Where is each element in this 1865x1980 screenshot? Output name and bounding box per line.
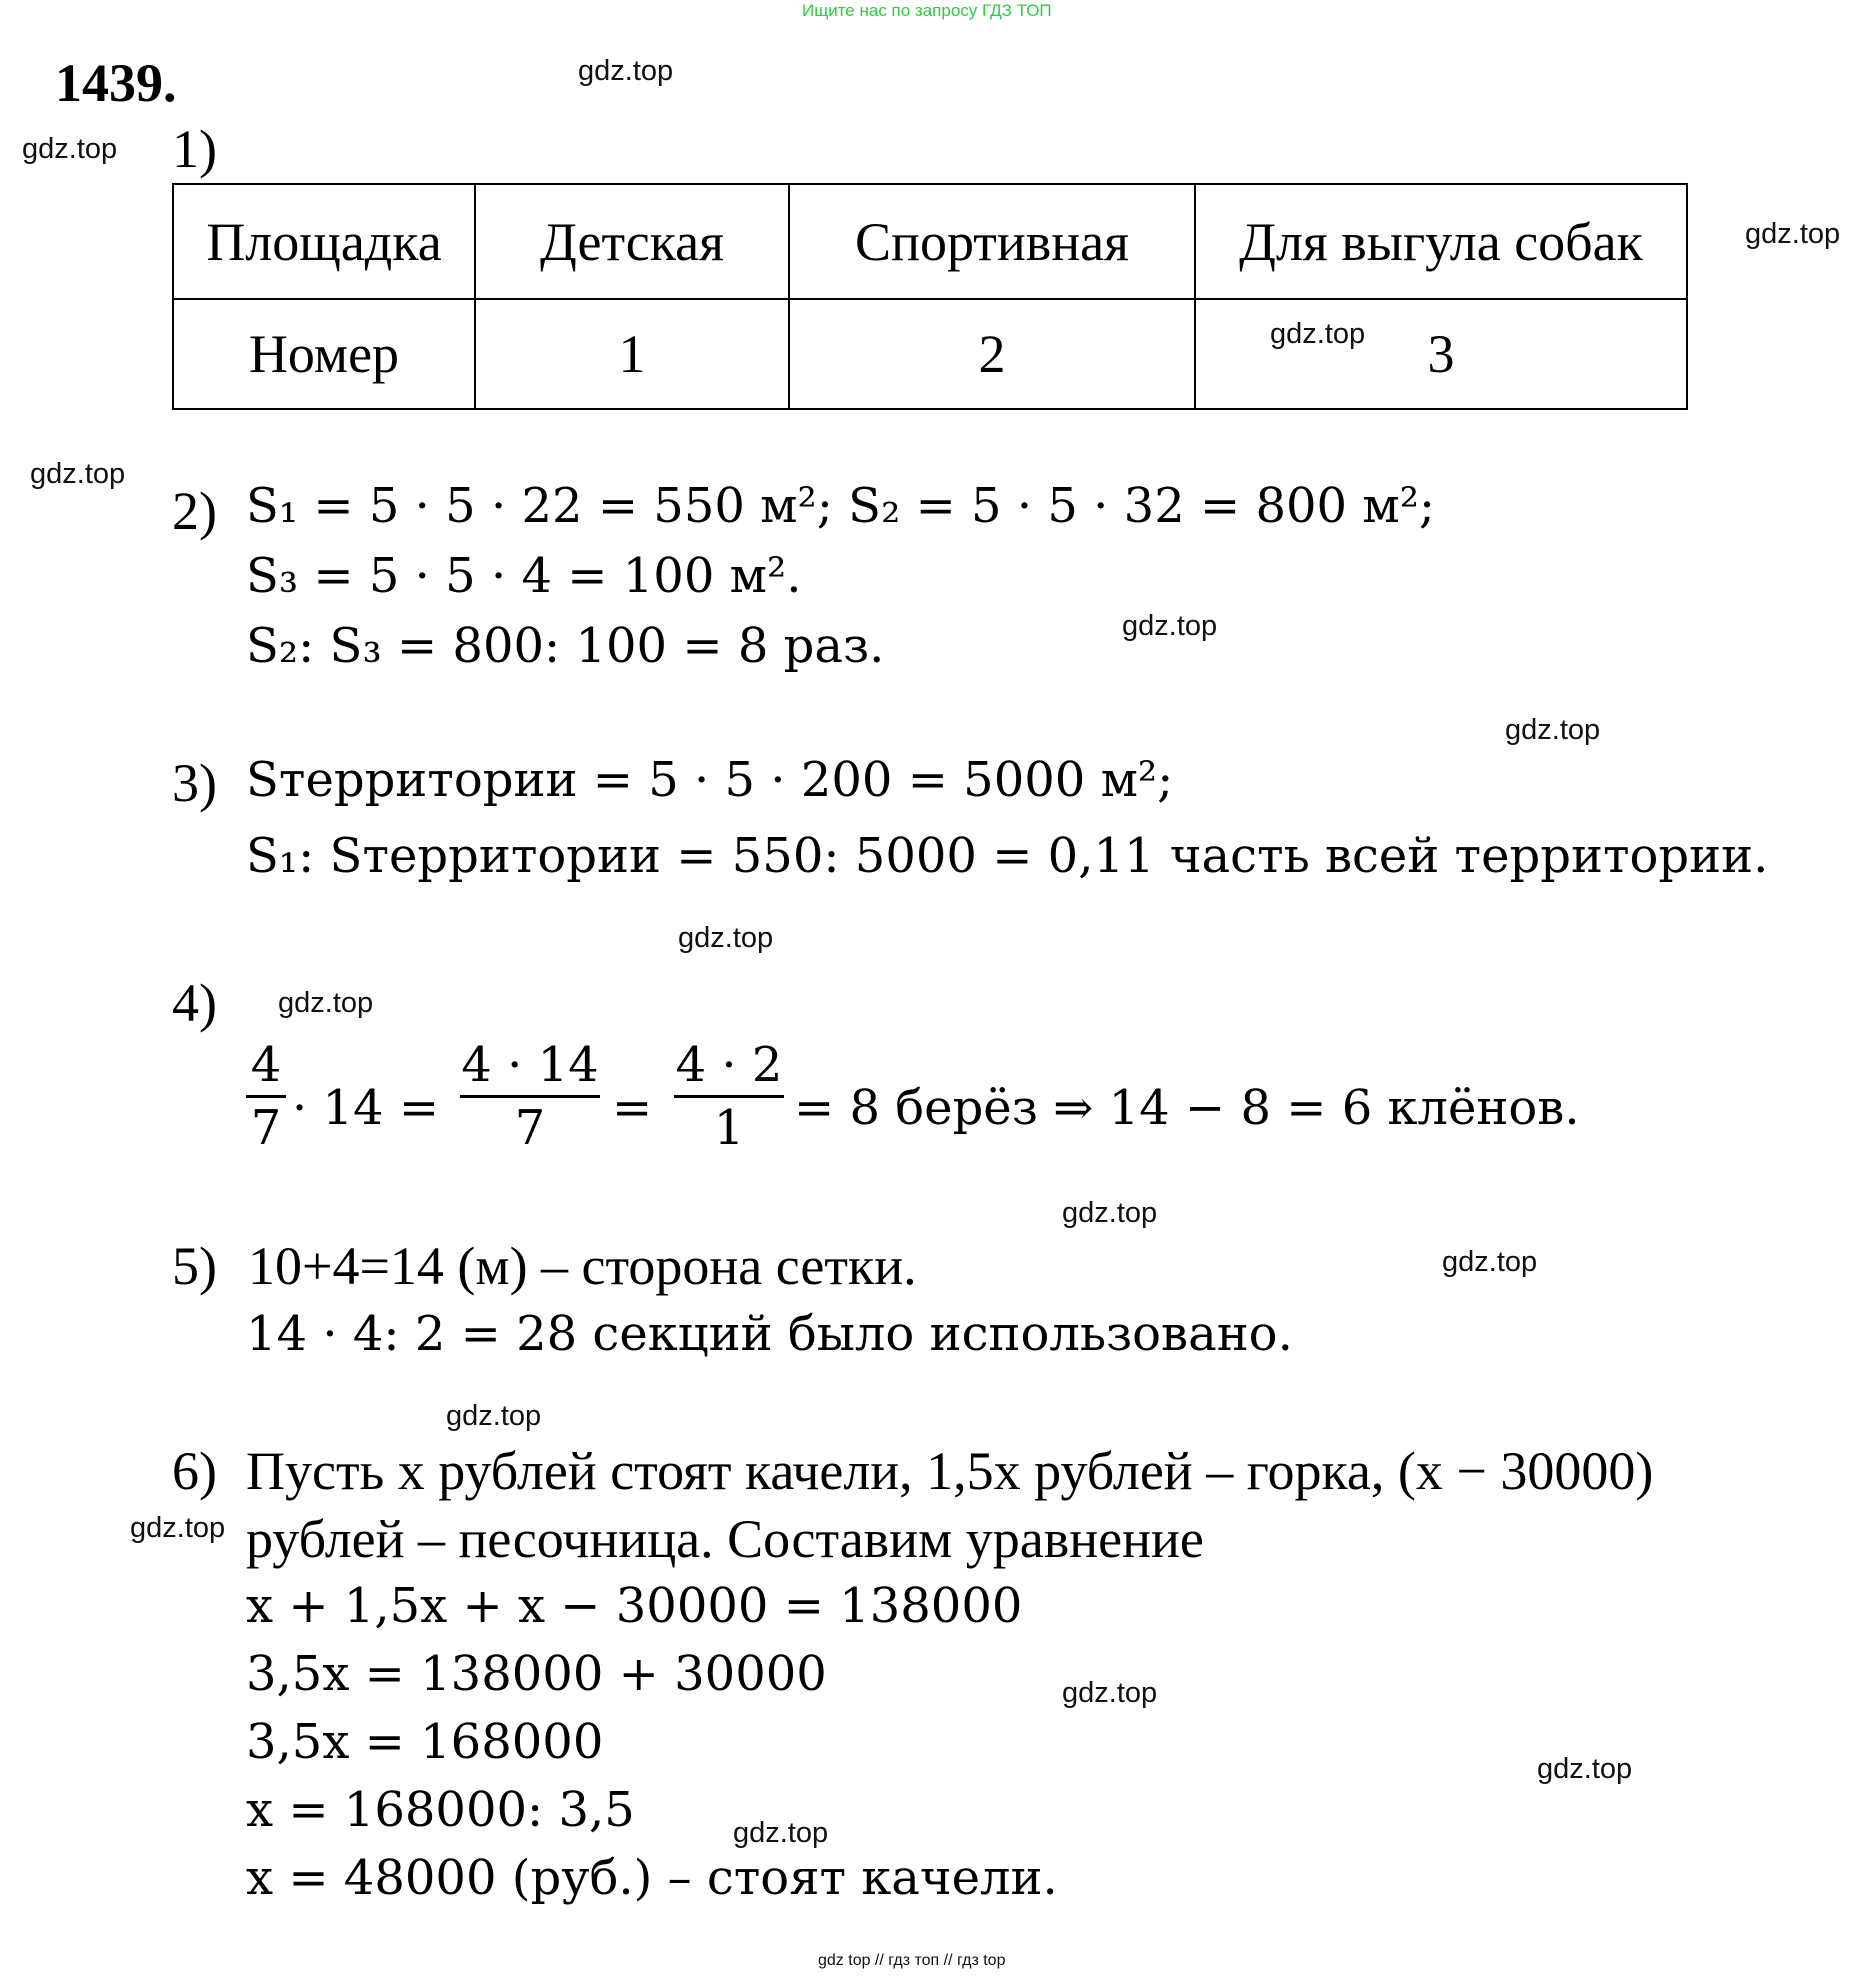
fraction-4x14-7 bbox=[460, 1037, 600, 1156]
table-cell: 2 bbox=[789, 299, 1195, 409]
fraction-numerator: 4 · 14 bbox=[461, 1037, 599, 1093]
table-cell: Детская bbox=[475, 184, 789, 299]
watermark: gdz.top bbox=[278, 987, 374, 1019]
watermark: gdz.top bbox=[1442, 1246, 1538, 1278]
table-cell: 3 bbox=[1195, 299, 1687, 409]
part-6-line-2: рублей – песочница. Составим уравнение bbox=[246, 1509, 1204, 1569]
table-cell: Площадка bbox=[173, 184, 475, 299]
part-6-line-4: 3,5x = 138000 + 30000 bbox=[246, 1646, 827, 1702]
watermark: gdz.top bbox=[733, 1817, 829, 1849]
part-2-label: 2) bbox=[172, 481, 217, 541]
fraction-4x2-1 bbox=[674, 1037, 784, 1156]
site-banner: Ищите нас по запросу ГДЗ ТОП bbox=[802, 1, 1052, 20]
table-cell: Номер bbox=[173, 299, 475, 409]
part-6-line-1: Пусть x рублей стоят качели, 1,5x рублей – горка, (x − 30000) bbox=[246, 1441, 1654, 1501]
footer-watermark: gdz top // гдз топ // гдз top bbox=[818, 1952, 1006, 1969]
part-5-label: 5) bbox=[172, 1236, 217, 1296]
times-14-text: · 14 = bbox=[292, 1080, 440, 1136]
equals-sign: = bbox=[612, 1080, 653, 1136]
fraction-denominator: 7 bbox=[514, 1100, 546, 1156]
watermark: gdz.top bbox=[1062, 1197, 1158, 1229]
part-3-line-1: Sтерритории = 5 · 5 · 200 = 5000 м²; bbox=[246, 752, 1174, 808]
table-cell: Спортивная bbox=[789, 184, 1195, 299]
part-2-line-2: S₃ = 5 · 5 · 4 = 100 м². bbox=[246, 548, 802, 604]
watermark: gdz.top bbox=[30, 458, 126, 490]
watermark: gdz.top bbox=[130, 1512, 226, 1544]
fraction-numerator: 4 · 2 bbox=[675, 1037, 783, 1093]
table-row bbox=[173, 299, 1687, 409]
watermark: gdz.top bbox=[578, 55, 674, 87]
table-header-row bbox=[173, 184, 1687, 299]
watermark: gdz.top bbox=[1062, 1677, 1158, 1709]
part-3-label: 3) bbox=[172, 753, 217, 813]
problem-number: 1439. bbox=[55, 53, 177, 113]
watermark: gdz.top bbox=[1505, 714, 1601, 746]
fraction-4-7 bbox=[246, 1037, 286, 1156]
part-6-line-5: 3,5x = 168000 bbox=[246, 1714, 604, 1770]
part-3-line-2: S₁: Sтерритории = 550: 5000 = 0,11 часть всей территории. bbox=[246, 828, 1769, 884]
fraction-denominator: 7 bbox=[250, 1100, 282, 1156]
watermark: gdz.top bbox=[1270, 318, 1366, 350]
part-4-result: = 8 берёз ⇒ 14 − 8 = 6 клёнов. bbox=[794, 1080, 1580, 1136]
watermark: gdz.top bbox=[1122, 610, 1218, 642]
part-2-line-3: S₂: S₃ = 800: 100 = 8 раз. bbox=[246, 618, 885, 674]
watermark: gdz.top bbox=[1537, 1753, 1633, 1785]
part-1-label: 1) bbox=[172, 119, 217, 179]
part-4-label: 4) bbox=[172, 973, 217, 1033]
watermark: gdz.top bbox=[1745, 218, 1841, 250]
playground-table bbox=[172, 183, 1688, 410]
watermark: gdz.top bbox=[22, 133, 118, 165]
table-cell: Для выгула собак bbox=[1195, 184, 1687, 299]
part-6-line-7: x = 48000 (руб.) – стоят качели. bbox=[246, 1850, 1058, 1906]
part-6-label: 6) bbox=[172, 1441, 217, 1501]
watermark: gdz.top bbox=[446, 1400, 542, 1432]
fraction-bar bbox=[246, 1095, 286, 1098]
watermark: gdz.top bbox=[678, 922, 774, 954]
fraction-bar bbox=[674, 1095, 784, 1098]
fraction-bar bbox=[460, 1095, 600, 1098]
part-5-line-1: 10+4=14 (м) – сторона сетки. bbox=[248, 1236, 917, 1296]
part-6-line-6: x = 168000: 3,5 bbox=[246, 1782, 635, 1838]
fraction-numerator: 4 bbox=[250, 1037, 282, 1093]
part-6-line-3: x + 1,5x + x − 30000 = 138000 bbox=[246, 1578, 1023, 1634]
part-2-line-1: S₁ = 5 · 5 · 22 = 550 м²; S₂ = 5 · 5 · 32 = 800 м²; bbox=[246, 478, 1436, 534]
fraction-denominator: 1 bbox=[713, 1100, 745, 1156]
table-cell: 1 bbox=[475, 299, 789, 409]
part-5-line-2: 14 · 4: 2 = 28 секций было использовано. bbox=[246, 1306, 1293, 1362]
